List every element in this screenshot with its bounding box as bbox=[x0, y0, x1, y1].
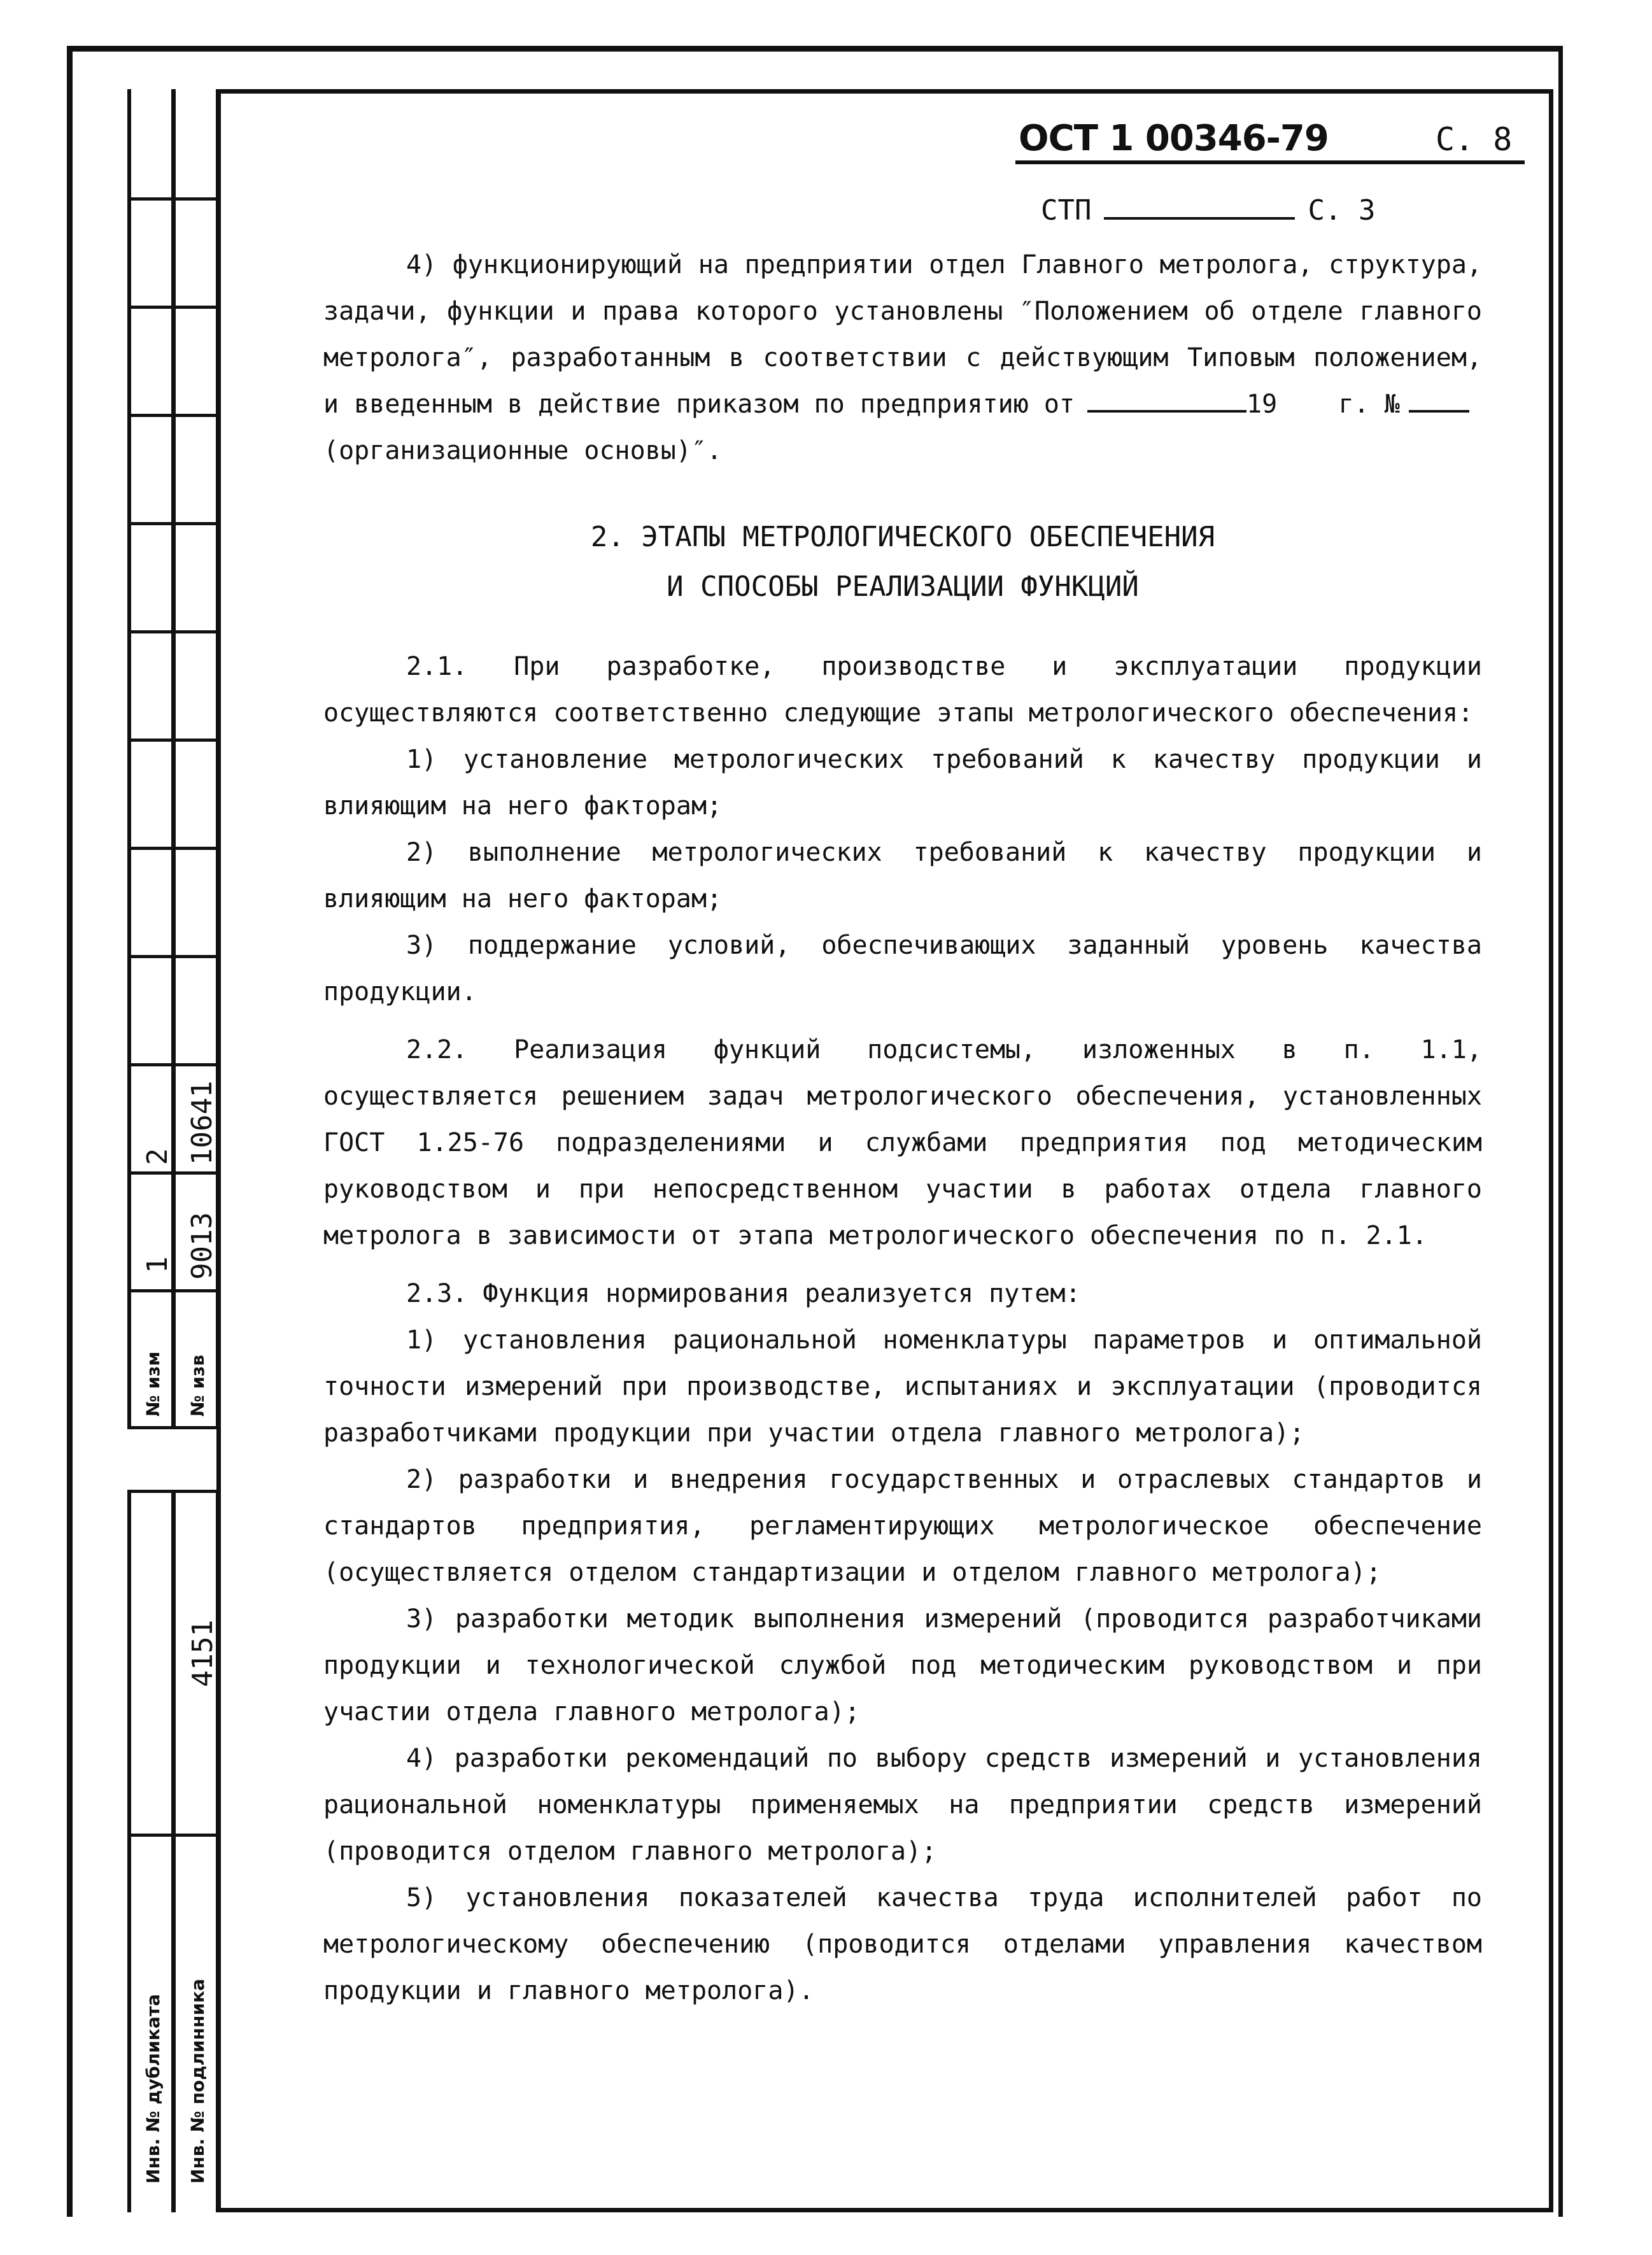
stamp-divider bbox=[127, 1426, 220, 1429]
stp-reference bbox=[1041, 194, 1375, 227]
stamp-divider bbox=[127, 1289, 220, 1292]
stamp-izv-label: № изв bbox=[187, 1354, 208, 1417]
stamp-divider bbox=[127, 1171, 220, 1175]
stp-page: С. 3 bbox=[1308, 194, 1376, 227]
paragraph-2-2: 2.2. Реализация функций подсистемы, изложенных в п. 1.1, осуществляется решением задач метрологического обеспечения, установленных ГОСТ 1.25-76 подразделениями и службами предприятия под методическим руководством и при непосредственном участии в работах отдела главного метролога в зависимости от этапа метрологического обеспечения по п. 2.1. bbox=[323, 1035, 1482, 1250]
stamp-duplicate-label: Инв. № дубликата bbox=[143, 1994, 164, 2184]
paragraph-2-3-item-3: 3) разработки методик выполнения измерений (проводится разработчиками продукции и технологической службой под методическим руководством и при участии отдела главного метролога); bbox=[323, 1604, 1482, 1727]
stamp-column-izm bbox=[127, 89, 175, 1426]
stamp-divider bbox=[127, 522, 220, 525]
paragraph-1-4-end: (организационные основы)″. bbox=[323, 436, 723, 465]
stamp-original-number: 4151 bbox=[187, 1620, 219, 1687]
header-underline bbox=[1015, 160, 1525, 164]
stamp-divider bbox=[127, 414, 220, 417]
stp-label: СТП bbox=[1041, 194, 1092, 227]
paragraph-2-3-item-2: 2) разработки и внедрения государственных и отраслевых стандартов и стандартов предприятия, регламентирующих метрологическое обеспечение (осуществляется отделом стандартизации и отделом главного метролога); bbox=[323, 1465, 1482, 1587]
paragraph-2-1-item-2: 2) выполнение метрологических требований к качеству продукции и влияющим на него факторам; bbox=[323, 838, 1482, 914]
section-title-line-1: 2. ЭТАПЫ МЕТРОЛОГИЧЕСКОГО ОБЕСПЕЧЕНИЯ bbox=[590, 521, 1215, 553]
date-blank-field bbox=[1087, 388, 1246, 413]
paragraph-2-1-item-1: 1) установление метрологических требований к качеству продукции и влияющим на него факторам; bbox=[323, 745, 1482, 821]
paragraph-2-1: 2.1. При разработке, производстве и эксплуатации продукции осуществляются соответственно следующие этапы метрологического обеспечения: bbox=[323, 652, 1482, 728]
stamp-divider bbox=[127, 1834, 220, 1837]
page-number: С. 8 bbox=[1436, 121, 1513, 158]
document-body bbox=[323, 242, 1482, 2014]
stamp-divider bbox=[127, 197, 220, 201]
stamp-divider bbox=[127, 306, 220, 309]
stamp-divider bbox=[127, 1063, 220, 1066]
stamp-divider bbox=[127, 1490, 220, 1493]
stamp-izm-2: 2 bbox=[141, 1148, 174, 1165]
stamp-izm-label: № изм bbox=[143, 1351, 164, 1417]
stamp-divider bbox=[127, 955, 220, 958]
stamp-original-label: Инв. № подлинника bbox=[187, 1979, 208, 2184]
paragraph-2-1-item-3: 3) поддержание условий, обеспечивающих заданный уровень качества продукции. bbox=[323, 931, 1482, 1007]
paragraph-1-4: 4) функционирующий на предприятии отдел Главного метролога, структура, задачи, функции и права которого установлены ″Положением об отделе главного метролога″, разработанным в соответствии с действующим Типовым положением, и введенным в действие приказом по предприятию от 19 г. № bbox=[323, 250, 1482, 419]
stp-blank-field bbox=[1104, 194, 1295, 220]
stamp-izv-2: 10641 bbox=[186, 1080, 218, 1165]
stamp-izv-1: 9013 bbox=[186, 1212, 218, 1280]
standard-code: ОСТ 1 00346-79 bbox=[1019, 118, 1329, 159]
stamp-divider bbox=[127, 739, 220, 742]
order-number-label: г. № bbox=[1338, 390, 1400, 419]
stamp-divider bbox=[127, 847, 220, 850]
order-number-blank bbox=[1409, 388, 1469, 413]
paragraph-2-3-item-1: 1) установления рациональной номенклатуры параметров и оптимальной точности измерений при производстве, испытаниях и эксплуатации (проводится разработчиками продукции при участии отдела главного метролога); bbox=[323, 1325, 1482, 1448]
paragraph-2-3-item-5: 5) установления показателей качества труда исполнителей работ по метрологическому обеспечению (проводится отделами управления качеством продукции и главного метролога). bbox=[323, 1883, 1482, 2005]
section-title-line-2: И СПОСОБЫ РЕАЛИЗАЦИИ ФУНКЦИЙ bbox=[667, 570, 1139, 603]
paragraph-2-3-item-4: 4) разработки рекомендаций по выбору средств измерений и установления рациональной номенклатуры применяемых на предприятии средств измерений (проводится отделом главного метролога); bbox=[323, 1744, 1482, 1866]
stamp-izm-1: 1 bbox=[141, 1256, 174, 1273]
stamp-divider bbox=[127, 630, 220, 633]
year-text: 19 bbox=[1246, 390, 1278, 419]
paragraph-2-3: 2.3. Функция нормирования реализуется путем: bbox=[406, 1279, 1081, 1308]
